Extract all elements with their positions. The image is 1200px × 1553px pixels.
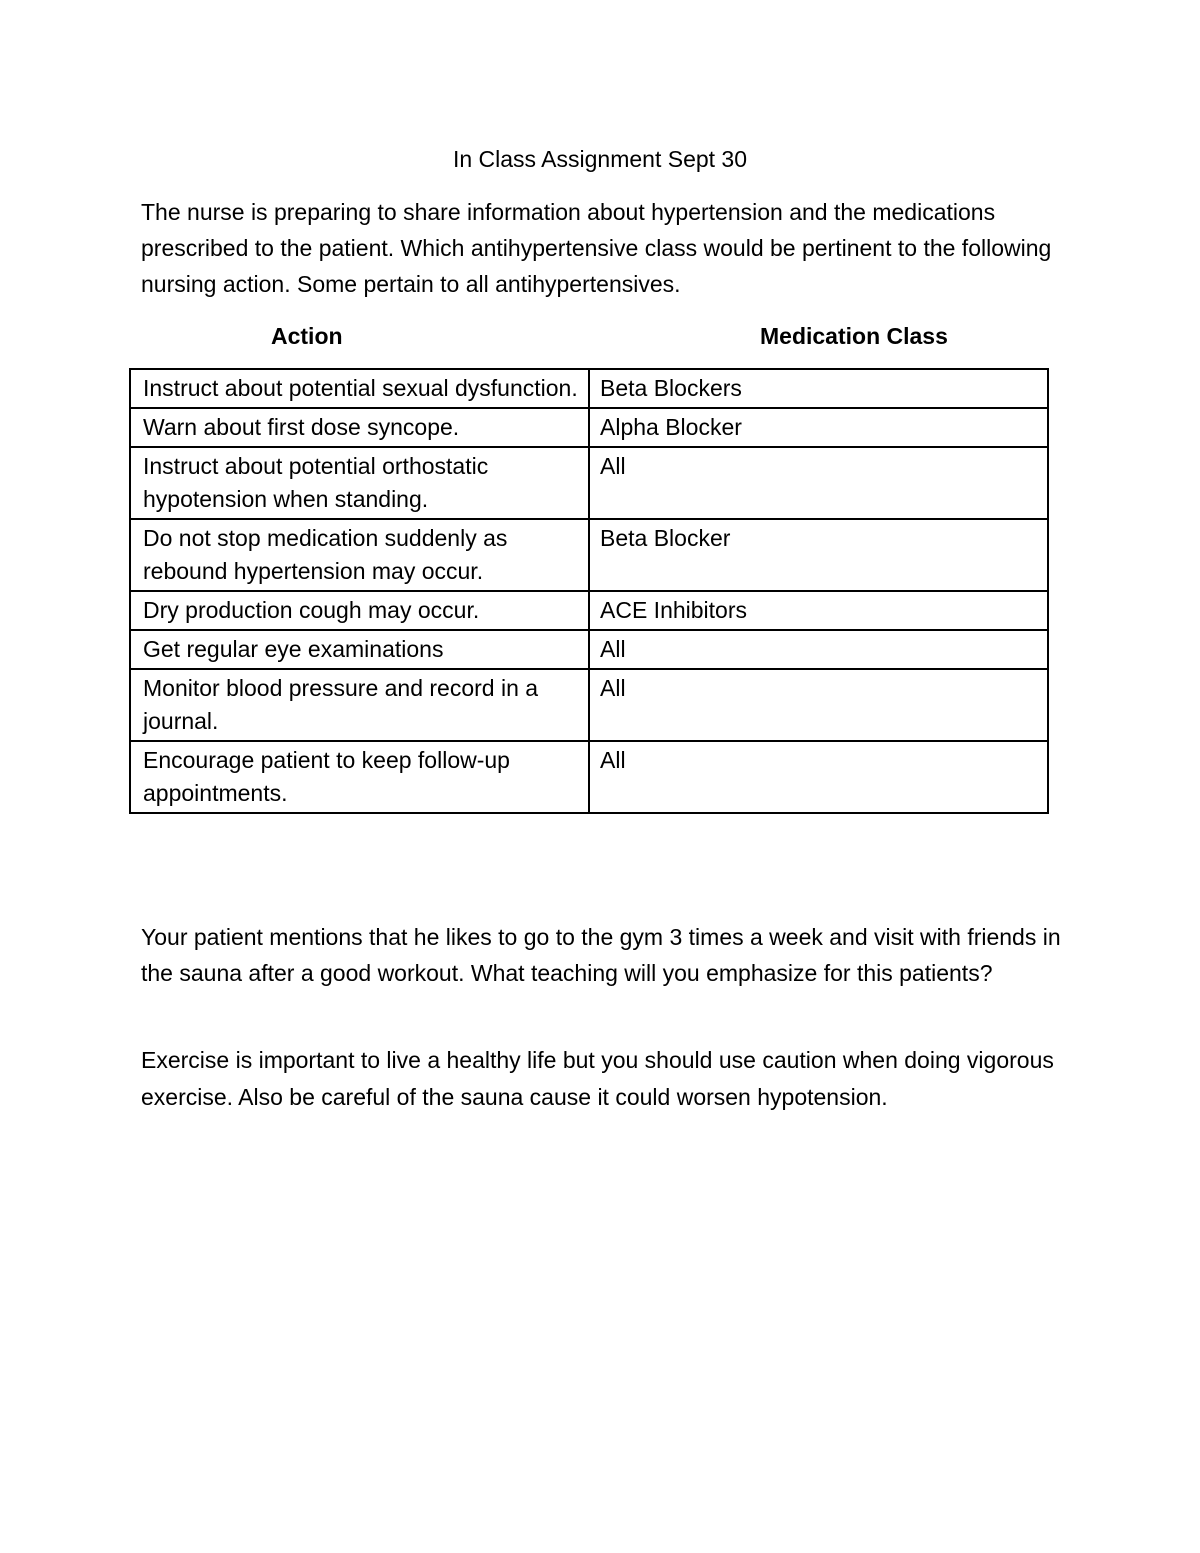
intro-paragraph: The nurse is preparing to share information about hypertension and the medications prescribed to the patient. Which antihypertensive class would be pertinent to the following nursing action. Some pertain to all antihypertensives. <box>141 199 1052 297</box>
medication-class-cell: Beta Blocker <box>589 519 1048 591</box>
medication-class-cell: Alpha Blocker <box>589 408 1048 447</box>
document-title: In Class Assignment Sept 30 <box>452 146 748 172</box>
action-cell: Warn about first dose syncope. <box>130 408 589 447</box>
table-row <box>130 519 1048 591</box>
action-cell: Get regular eye examinations <box>130 630 589 669</box>
medication-class-cell: Beta Blockers <box>589 369 1048 408</box>
table-row <box>130 669 1048 741</box>
action-cell: Instruct about potential sexual dysfunction. <box>130 369 589 408</box>
action-cell: Instruct about potential orthostatic hypotension when standing. <box>130 447 589 519</box>
action-cell: Do not stop medication suddenly as rebound hypertension may occur. <box>130 519 589 591</box>
medication-class-cell: ACE Inhibitors <box>589 591 1048 630</box>
table-row <box>130 741 1048 813</box>
action-cell: Monitor blood pressure and record in a journal. <box>130 669 589 741</box>
question-paragraph: Your patient mentions that he likes to go to the gym 3 times a week and visit with friends in the sauna after a good workout. What teaching will you emphasize for this patients? <box>141 924 1061 986</box>
medication-class-cell: All <box>589 741 1048 813</box>
column-header-action: Action <box>271 323 343 349</box>
action-cell: Dry production cough may occur. <box>130 591 589 630</box>
medication-class-cell: All <box>589 447 1048 519</box>
action-cell: Encourage patient to keep follow-up appointments. <box>130 741 589 813</box>
medication-class-cell: All <box>589 630 1048 669</box>
answer-paragraph: Exercise is important to live a healthy life but you should use caution when doing vigorous exercise. Also be careful of the sauna cause it could worsen hypotension. <box>141 1047 1054 1110</box>
column-header-medication-class: Medication Class <box>760 323 948 349</box>
table-row <box>130 630 1048 669</box>
table-row <box>130 369 1048 408</box>
table-row <box>130 408 1048 447</box>
table-row <box>130 447 1048 519</box>
action-medication-table <box>129 368 1049 814</box>
medication-class-cell: All <box>589 669 1048 741</box>
table-row <box>130 591 1048 630</box>
